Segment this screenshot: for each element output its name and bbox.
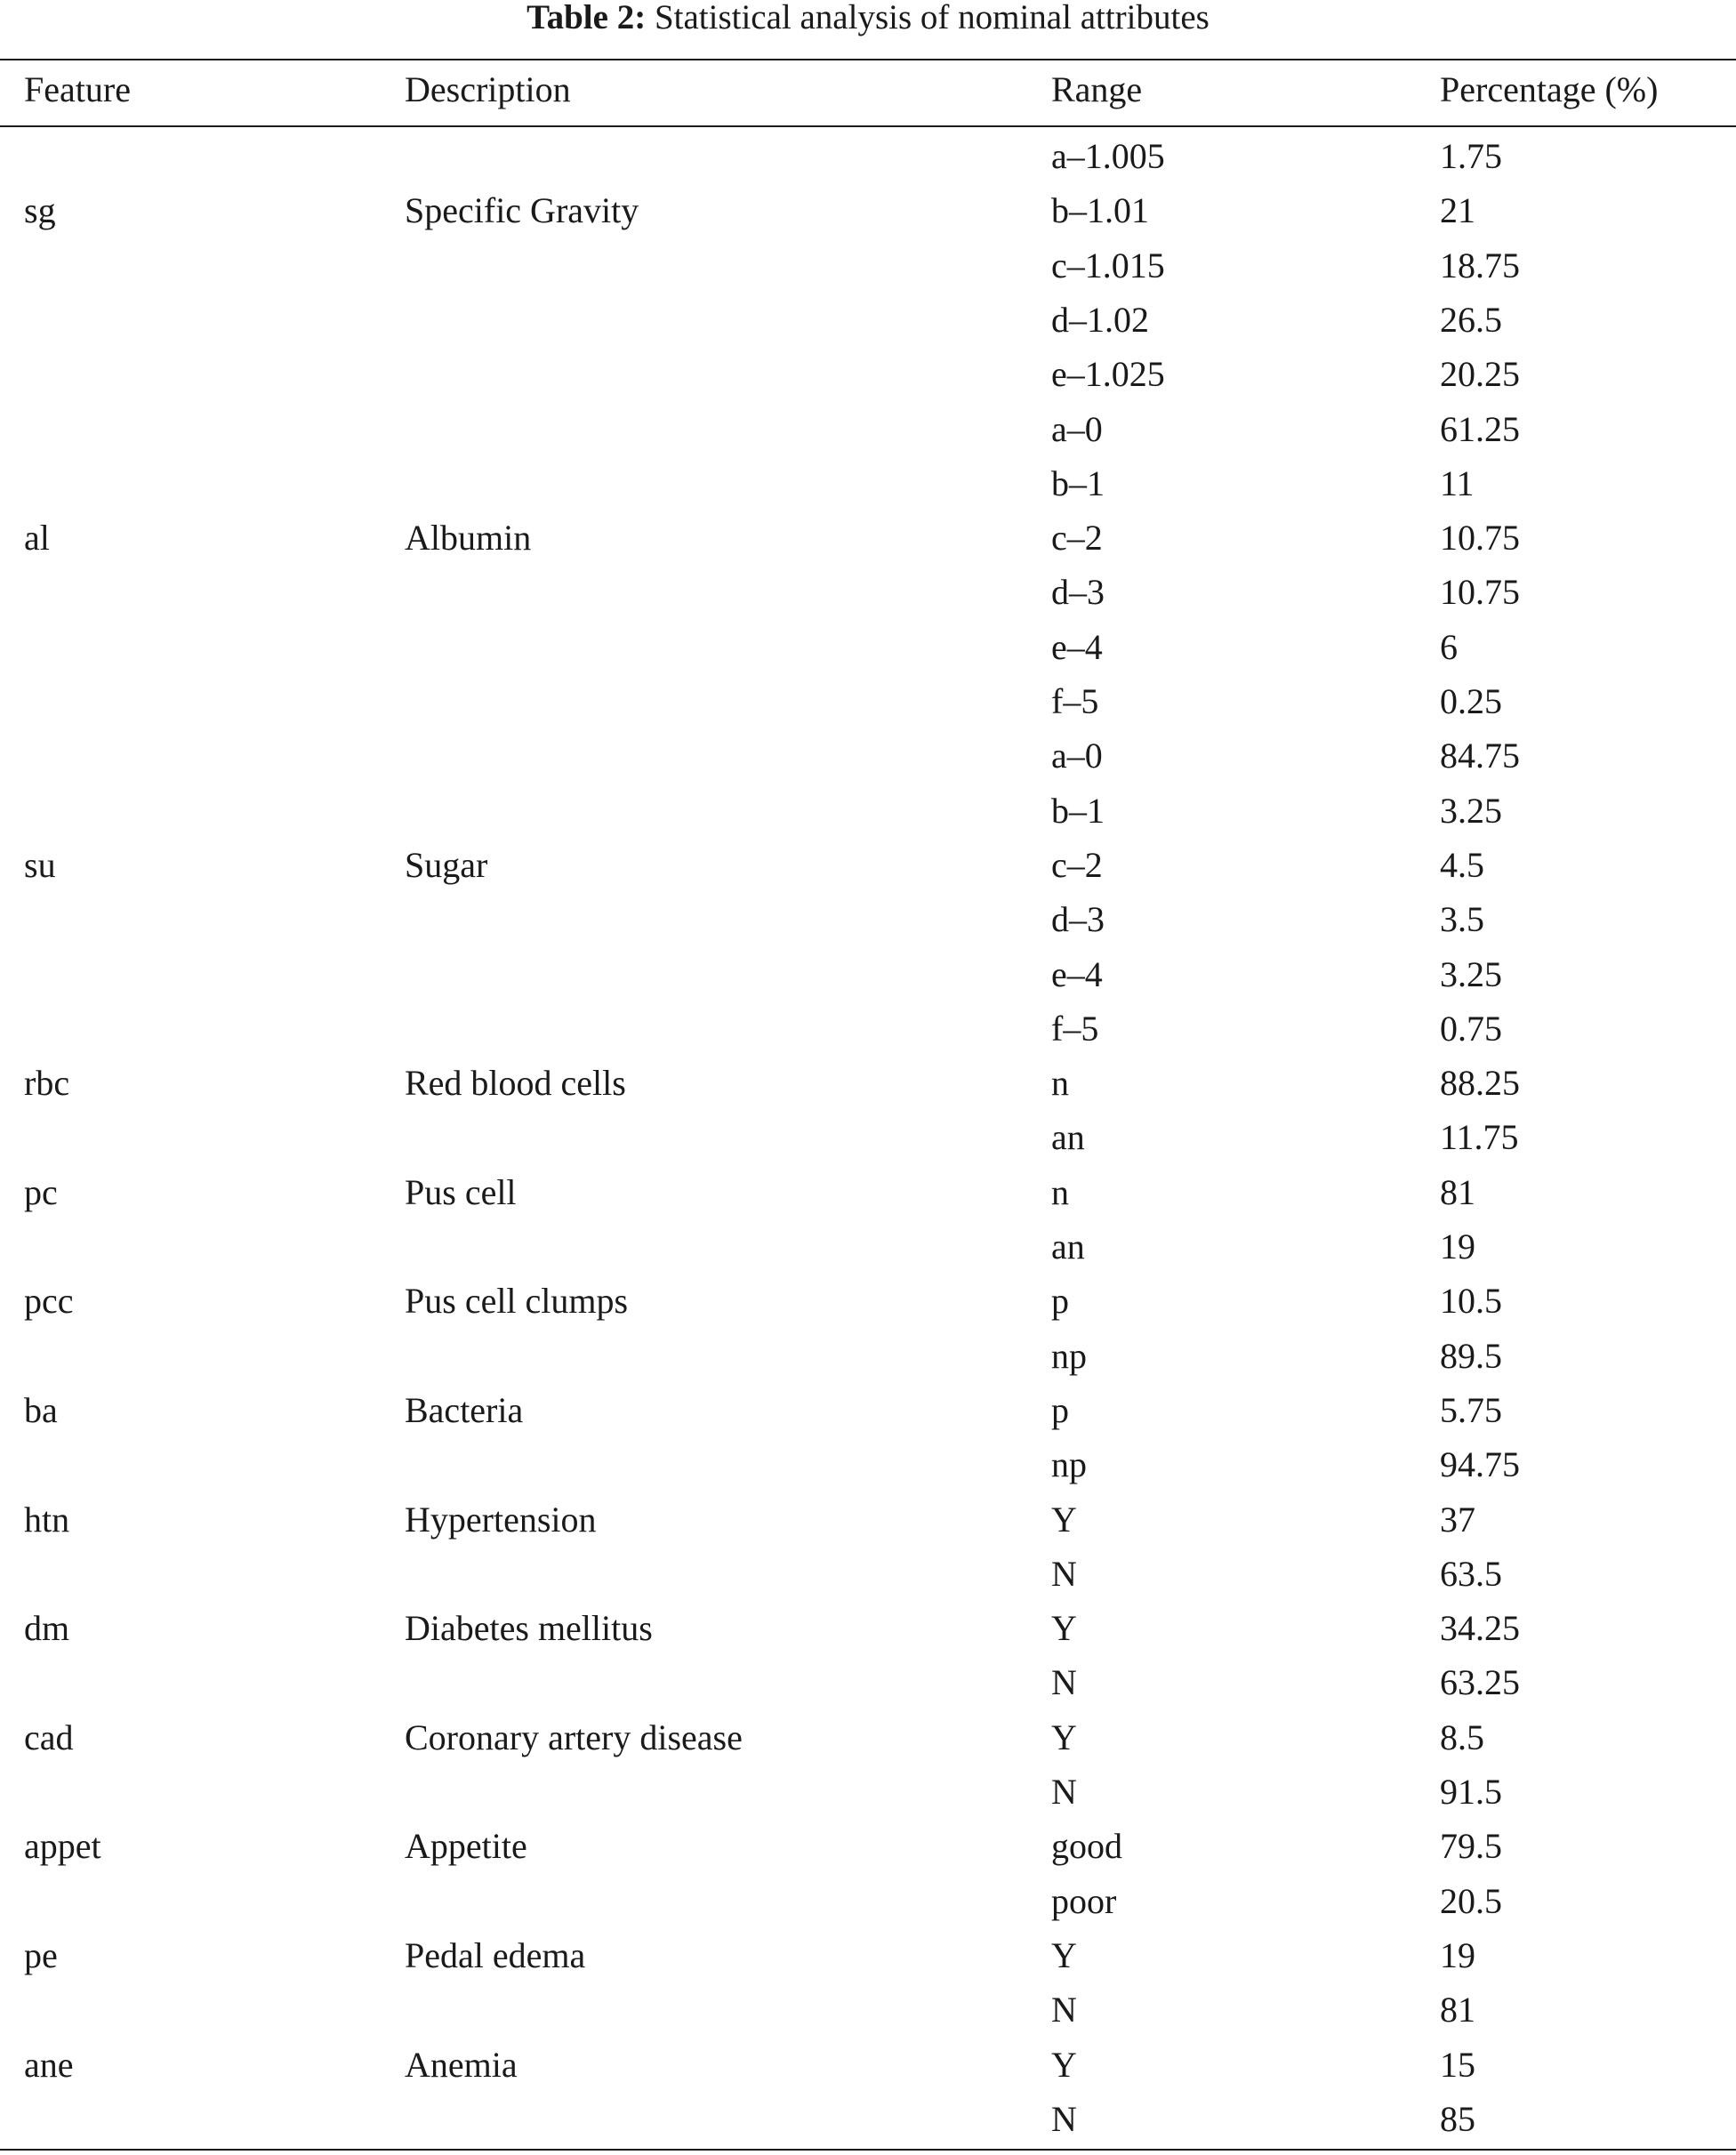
feature-cell: su xyxy=(24,844,56,885)
feature-cell: al xyxy=(24,518,50,559)
percentage-cell: 63.25 xyxy=(1440,1662,1520,1703)
range-cell: a–0 xyxy=(1051,736,1103,776)
range-cell: Y xyxy=(1051,1717,1077,1757)
range-cell: a–0 xyxy=(1051,408,1103,449)
percentage-cell: 10.75 xyxy=(1440,572,1520,613)
percentage-cell: 21 xyxy=(1440,190,1475,231)
percentage-cell: 3.25 xyxy=(1440,953,1502,994)
range-cell: Y xyxy=(1051,1499,1077,1540)
percentage-cell: 11.75 xyxy=(1440,1117,1519,1158)
range-cell: N xyxy=(1051,1662,1077,1703)
range-cell: c–2 xyxy=(1051,844,1103,885)
range-cell: n xyxy=(1051,1171,1069,1212)
table-caption-text: Statistical analysis of nominal attributes xyxy=(654,0,1210,36)
percentage-cell: 19 xyxy=(1440,1934,1475,1975)
description-cell: Appetite xyxy=(405,1826,527,1867)
percentage-cell: 63.5 xyxy=(1440,1553,1502,1594)
percentage-cell: 3.25 xyxy=(1440,790,1502,831)
description-cell: Anemia xyxy=(405,2044,518,2085)
feature-cell: dm xyxy=(24,1608,70,1649)
range-cell: np xyxy=(1051,1335,1087,1376)
range-cell: p xyxy=(1051,1389,1069,1430)
feature-cell: sg xyxy=(24,190,56,231)
table-header-rule xyxy=(0,125,1736,127)
feature-cell: ane xyxy=(24,2044,74,2085)
table-caption xyxy=(0,0,1736,36)
range-cell: f–5 xyxy=(1051,681,1099,721)
header-percentage: Percentage (%) xyxy=(1440,69,1659,109)
header-range: Range xyxy=(1051,69,1143,109)
percentage-cell: 5.75 xyxy=(1440,1389,1502,1430)
range-cell: N xyxy=(1051,2098,1077,2139)
header-feature: Feature xyxy=(24,69,131,109)
feature-cell: pcc xyxy=(24,1281,74,1322)
range-cell: e–4 xyxy=(1051,626,1103,667)
range-cell: d–1.02 xyxy=(1051,299,1149,340)
header-description: Description xyxy=(405,69,571,109)
description-cell: Pedal edema xyxy=(405,1934,586,1975)
range-cell: b–1.01 xyxy=(1051,190,1149,231)
range-cell: Y xyxy=(1051,1608,1077,1649)
range-cell: e–4 xyxy=(1051,953,1103,994)
percentage-cell: 3.5 xyxy=(1440,899,1484,940)
range-cell: d–3 xyxy=(1051,572,1105,613)
percentage-cell: 79.5 xyxy=(1440,1826,1502,1867)
percentage-cell: 61.25 xyxy=(1440,408,1520,449)
feature-cell: appet xyxy=(24,1826,101,1867)
percentage-cell: 11 xyxy=(1440,462,1475,503)
percentage-cell: 10.5 xyxy=(1440,1281,1502,1322)
percentage-cell: 0.25 xyxy=(1440,681,1502,721)
range-cell: poor xyxy=(1051,1880,1117,1921)
description-cell: Sugar xyxy=(405,844,488,885)
feature-cell: htn xyxy=(24,1499,70,1540)
feature-cell: rbc xyxy=(24,1063,70,1104)
feature-cell: cad xyxy=(24,1717,74,1757)
percentage-cell: 91.5 xyxy=(1440,1772,1502,1812)
feature-cell: pc xyxy=(24,1171,58,1212)
table-caption-label: Table 2: xyxy=(526,0,647,36)
range-cell: n xyxy=(1051,1063,1069,1104)
percentage-cell: 15 xyxy=(1440,2044,1475,2085)
range-cell: e–1.025 xyxy=(1051,354,1165,395)
percentage-cell: 6 xyxy=(1440,626,1458,667)
range-cell: c–1.015 xyxy=(1051,245,1165,285)
range-cell: a–1.005 xyxy=(1051,136,1165,176)
description-cell: Coronary artery disease xyxy=(405,1717,743,1757)
percentage-cell: 26.5 xyxy=(1440,299,1502,340)
range-cell: good xyxy=(1051,1826,1122,1867)
percentage-cell: 20.5 xyxy=(1440,1880,1502,1921)
range-cell: c–2 xyxy=(1051,518,1103,559)
range-cell: Y xyxy=(1051,1934,1077,1975)
percentage-cell: 1.75 xyxy=(1440,136,1502,176)
percentage-cell: 84.75 xyxy=(1440,736,1520,776)
percentage-cell: 4.5 xyxy=(1440,844,1484,885)
range-cell: b–1 xyxy=(1051,462,1105,503)
range-cell: p xyxy=(1051,1281,1069,1322)
percentage-cell: 18.75 xyxy=(1440,245,1520,285)
percentage-cell: 88.25 xyxy=(1440,1063,1520,1104)
percentage-cell: 0.75 xyxy=(1440,1008,1502,1049)
feature-cell: pe xyxy=(24,1934,58,1975)
description-cell: Specific Gravity xyxy=(405,190,639,231)
feature-cell: ba xyxy=(24,1389,58,1430)
range-cell: an xyxy=(1051,1117,1085,1158)
percentage-cell: 89.5 xyxy=(1440,1335,1502,1376)
description-cell: Pus cell clumps xyxy=(405,1281,629,1322)
percentage-cell: 85 xyxy=(1440,2098,1475,2139)
description-cell: Pus cell xyxy=(405,1171,517,1212)
range-cell: d–3 xyxy=(1051,899,1105,940)
range-cell: f–5 xyxy=(1051,1008,1099,1049)
table-bottom-rule xyxy=(0,2149,1736,2151)
percentage-cell: 20.25 xyxy=(1440,354,1520,395)
percentage-cell: 34.25 xyxy=(1440,1608,1520,1649)
percentage-cell: 8.5 xyxy=(1440,1717,1484,1757)
range-cell: b–1 xyxy=(1051,790,1105,831)
range-cell: N xyxy=(1051,1990,1077,2030)
range-cell: an xyxy=(1051,1226,1085,1266)
percentage-cell: 19 xyxy=(1440,1226,1475,1266)
description-cell: Red blood cells xyxy=(405,1063,626,1104)
percentage-cell: 37 xyxy=(1440,1499,1475,1540)
description-cell: Diabetes mellitus xyxy=(405,1608,653,1649)
range-cell: N xyxy=(1051,1772,1077,1812)
table-top-rule xyxy=(0,59,1736,60)
percentage-cell: 10.75 xyxy=(1440,518,1520,559)
description-cell: Hypertension xyxy=(405,1499,597,1540)
percentage-cell: 94.75 xyxy=(1440,1444,1520,1485)
description-cell: Bacteria xyxy=(405,1389,524,1430)
range-cell: np xyxy=(1051,1444,1087,1485)
percentage-cell: 81 xyxy=(1440,1990,1475,2030)
range-cell: N xyxy=(1051,1553,1077,1594)
range-cell: Y xyxy=(1051,2044,1077,2085)
percentage-cell: 81 xyxy=(1440,1171,1475,1212)
description-cell: Albumin xyxy=(405,518,532,559)
